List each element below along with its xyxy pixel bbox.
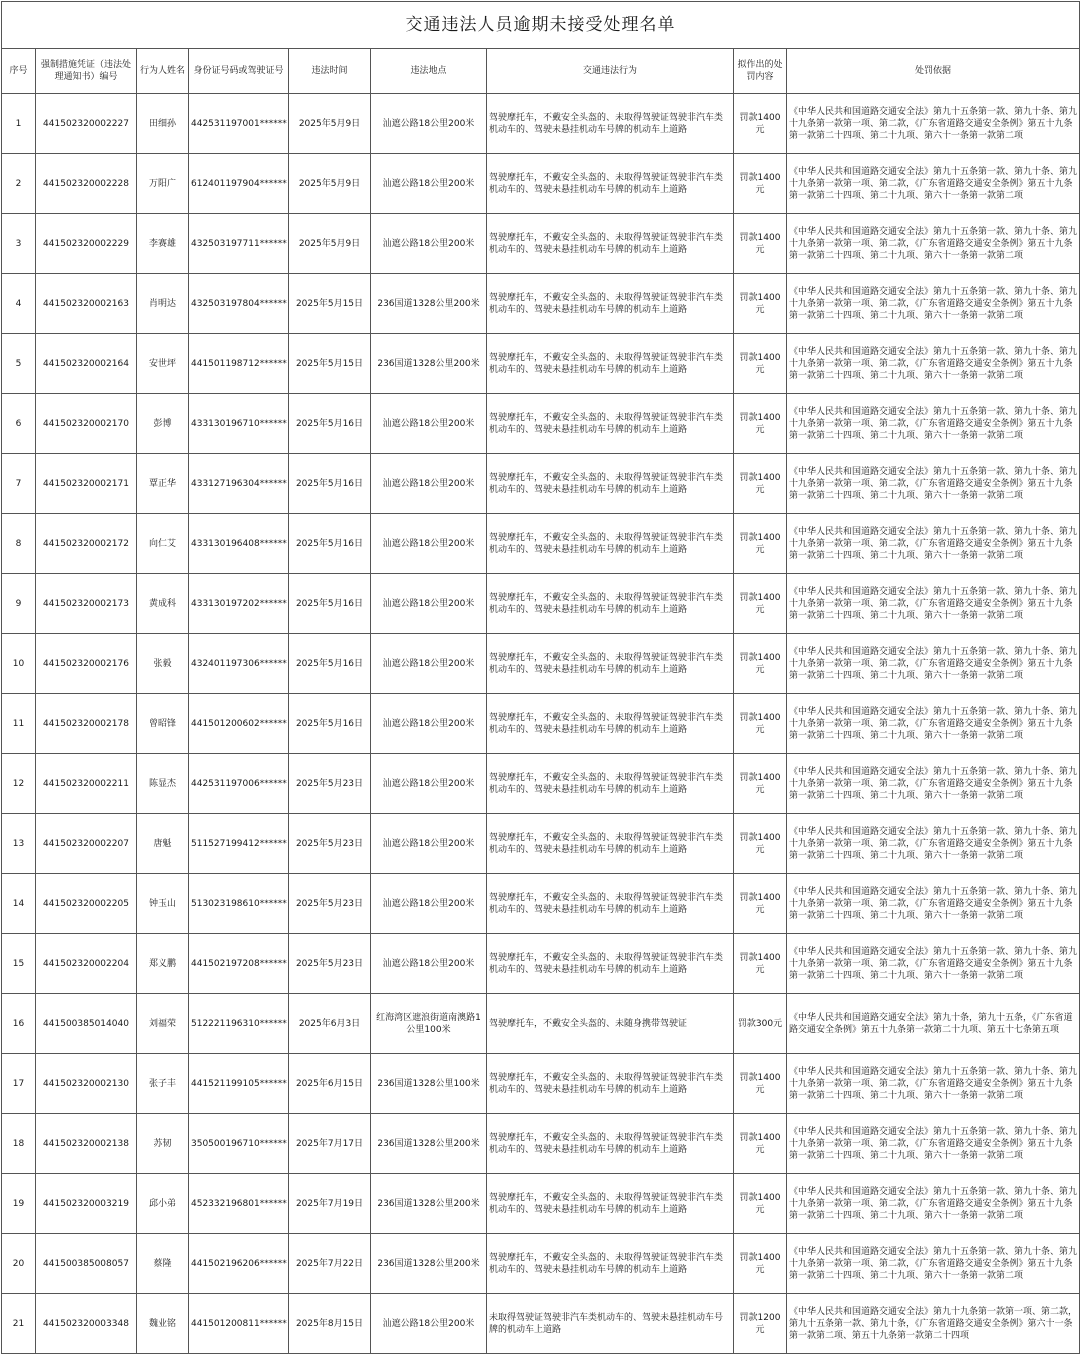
penalty-basis-cell: 《中华人民共和国道路交通安全法》第九十五条第一款、第九十条、第九十九条第一款第一项、第二款，《广东省道路交通安全条例》第五十九条第一款第二十四项、第二十九项、第六十一条第一款第二项: [787, 514, 1080, 574]
penalty-basis-cell: 《中华人民共和国道路交通安全法》第九十五条第一款、第九十条、第九十九条第一款第一项、第二款，《广东省道路交通安全条例》第五十九条第一款第二十四项、第二十九项、第六十一条第一款第二项: [787, 934, 1080, 994]
violator-name-cell: 邱小弟: [137, 1174, 189, 1234]
row-number-cell: 3: [2, 214, 36, 274]
row-number-cell: 6: [2, 394, 36, 454]
violation-location-cell: 汕遮公路18公里200米: [371, 754, 487, 814]
penalty-content-cell: 罚款1400元: [734, 574, 787, 634]
table-row: [2, 574, 1080, 634]
notice-number-cell: 441502320002178: [36, 694, 137, 754]
table-row: [2, 1294, 1080, 1354]
table-row: [2, 274, 1080, 334]
penalty-content-cell: 罚款300元: [734, 994, 787, 1054]
id-number-cell: 452332196801******: [189, 1174, 289, 1234]
table-row: [2, 754, 1080, 814]
row-number-cell: 1: [2, 94, 36, 154]
id-number-cell: 432401197306******: [189, 634, 289, 694]
violation-behavior-cell: 驾驶摩托车，不戴安全头盔的、未取得驾驶证驾驶非汽车类机动车的、驾驶未悬挂机动车号牌的机动车上道路: [487, 154, 734, 214]
violation-behavior-cell: 驾驶摩托车，不戴安全头盔的、未取得驾驶证驾驶非汽车类机动车的、驾驶未悬挂机动车号牌的机动车上道路: [487, 394, 734, 454]
penalty-basis-cell: 《中华人民共和国道路交通安全法》第九十五条第一款、第九十条、第九十九条第一款第一项、第二款，《广东省道路交通安全条例》第五十九条第一款第二十四项、第二十九项、第六十一条第一款第二项: [787, 1174, 1080, 1234]
violation-location-cell: 236国道1328公里200米: [371, 274, 487, 334]
id-number-cell: 433130196710******: [189, 394, 289, 454]
penalty-basis-cell: 《中华人民共和国道路交通安全法》第九十五条第一款、第九十条、第九十九条第一款第一项、第二款，《广东省道路交通安全条例》第五十九条第一款第二十四项、第二十九项、第六十一条第一款第二项: [787, 394, 1080, 454]
penalty-basis-cell: 《中华人民共和国道路交通安全法》第九十五条第一款、第九十条、第九十九条第一款第一项、第二款，《广东省道路交通安全条例》第五十九条第一款第二十四项、第二十九项、第六十一条第一款第二项: [787, 154, 1080, 214]
table-row: [2, 874, 1080, 934]
penalty-basis-cell: 《中华人民共和国道路交通安全法》第九十五条第一款、第九十条、第九十九条第一款第一项、第二款，《广东省道路交通安全条例》第五十九条第一款第二十四项、第二十九项、第六十一条第一款第二项: [787, 334, 1080, 394]
id-number-cell: 441502197208******: [189, 934, 289, 994]
table-body: [2, 94, 1080, 1354]
notice-number-cell: 441502320002130: [36, 1054, 137, 1114]
penalty-content-cell: 罚款1400元: [734, 874, 787, 934]
id-number-cell: 433130196408******: [189, 514, 289, 574]
penalty-content-cell: 罚款1400元: [734, 694, 787, 754]
violation-behavior-cell: 未取得驾驶证驾驶非汽车类机动车的、驾驶未悬挂机动车号牌的机动车上道路: [487, 1294, 734, 1354]
notice-number-cell: 441502320002227: [36, 94, 137, 154]
violation-location-cell: 汕遮公路18公里200米: [371, 814, 487, 874]
notice-number-cell: 441502320002176: [36, 634, 137, 694]
id-number-cell: 612401197904******: [189, 154, 289, 214]
violation-time-cell: 2025年7月19日: [289, 1174, 371, 1234]
penalty-content-cell: 罚款1400元: [734, 394, 787, 454]
header-cell: 处罚依据: [787, 49, 1080, 94]
notice-number-cell: 441502320002207: [36, 814, 137, 874]
penalty-basis-cell: 《中华人民共和国道路交通安全法》第九十五条第一款、第九十条、第九十九条第一款第一项、第二款，《广东省道路交通安全条例》第五十九条第一款第二十四项、第二十九项、第六十一条第一款第二项: [787, 814, 1080, 874]
violation-behavior-cell: 驾驶摩托车，不戴安全头盔的、未取得驾驶证驾驶非汽车类机动车的、驾驶未悬挂机动车号牌的机动车上道路: [487, 874, 734, 934]
penalty-basis-cell: 《中华人民共和国道路交通安全法》第九十九条第一款第一项、第二款，第九十五条第一款、第九十条，《广东省道路交通安全条例》第六十一条第一款第二项、第五十九条第一款第二十四项: [787, 1294, 1080, 1354]
notice-number-cell: 441502320002173: [36, 574, 137, 634]
page-title: 交通违法人员逾期未接受处理名单: [2, 2, 1080, 49]
violation-time-cell: 2025年5月16日: [289, 454, 371, 514]
header-cell: 违法地点: [371, 49, 487, 94]
table-row: [2, 814, 1080, 874]
violation-behavior-cell: 驾驶摩托车，不戴安全头盔的、未取得驾驶证驾驶非汽车类机动车的、驾驶未悬挂机动车号牌的机动车上道路: [487, 274, 734, 334]
id-number-cell: 433130197202******: [189, 574, 289, 634]
penalty-basis-cell: 《中华人民共和国道路交通安全法》第九十五条第一款、第九十条、第九十九条第一款第一项、第二款，《广东省道路交通安全条例》第五十九条第一款第二十四项、第二十九项、第六十一条第一款第二项: [787, 754, 1080, 814]
notice-number-cell: 441500385008057: [36, 1234, 137, 1294]
penalty-content-cell: 罚款1400元: [734, 634, 787, 694]
table-row: [2, 514, 1080, 574]
violator-name-cell: 张毅: [137, 634, 189, 694]
violation-location-cell: 236国道1328公里200米: [371, 1114, 487, 1174]
id-number-cell: 512221196310******: [189, 994, 289, 1054]
table-row: [2, 694, 1080, 754]
notice-number-cell: 441502320002204: [36, 934, 137, 994]
penalty-basis-cell: 《中华人民共和国道路交通安全法》第九十五条第一款、第九十条、第九十九条第一款第一项、第二款，《广东省道路交通安全条例》第五十九条第一款第二十四项、第二十九项、第六十一条第一款第二项: [787, 1234, 1080, 1294]
penalty-basis-cell: 《中华人民共和国道路交通安全法》第九十五条第一款、第九十条、第九十九条第一款第一项、第二款，《广东省道路交通安全条例》第五十九条第一款第二十四项、第二十九项、第六十一条第一款第二项: [787, 214, 1080, 274]
header-cell: 违法时间: [289, 49, 371, 94]
violation-time-cell: 2025年5月16日: [289, 634, 371, 694]
table-row: [2, 454, 1080, 514]
row-number-cell: 21: [2, 1294, 36, 1354]
violator-name-cell: 陈显杰: [137, 754, 189, 814]
row-number-cell: 19: [2, 1174, 36, 1234]
violator-name-cell: 彭博: [137, 394, 189, 454]
penalty-basis-cell: 《中华人民共和国道路交通安全法》第九十五条第一款、第九十条、第九十九条第一款第一项、第二款，《广东省道路交通安全条例》第五十九条第一款第二十四项、第二十九项、第六十一条第一款第二项: [787, 454, 1080, 514]
id-number-cell: 432503197711******: [189, 214, 289, 274]
table-row: [2, 394, 1080, 454]
violation-location-cell: 汕遮公路18公里200米: [371, 514, 487, 574]
violation-time-cell: 2025年5月15日: [289, 334, 371, 394]
id-number-cell: 441501200811******: [189, 1294, 289, 1354]
violation-time-cell: 2025年7月22日: [289, 1234, 371, 1294]
notice-number-cell: 441502320002170: [36, 394, 137, 454]
violation-behavior-cell: 驾驶摩托车，不戴安全头盔的、未取得驾驶证驾驶非汽车类机动车的、驾驶未悬挂机动车号牌的机动车上道路: [487, 934, 734, 994]
table-row: [2, 1234, 1080, 1294]
penalty-basis-cell: 《中华人民共和国道路交通安全法》第九十五条第一款、第九十条、第九十九条第一款第一项、第二款，《广东省道路交通安全条例》第五十九条第一款第二十四项、第二十九项、第六十一条第一款第二项: [787, 274, 1080, 334]
violation-behavior-cell: 驾驶摩托车，不戴安全头盔的、未取得驾驶证驾驶非汽车类机动车的、驾驶未悬挂机动车号牌的机动车上道路: [487, 454, 734, 514]
table-row: [2, 994, 1080, 1054]
violation-time-cell: 2025年5月9日: [289, 154, 371, 214]
id-number-cell: 511527199412******: [189, 814, 289, 874]
header-cell: 交通违法行为: [487, 49, 734, 94]
violation-location-cell: 236国道1328公里200米: [371, 1174, 487, 1234]
violator-name-cell: 魏业铭: [137, 1294, 189, 1354]
violation-time-cell: 2025年5月23日: [289, 814, 371, 874]
penalty-content-cell: 罚款1400元: [734, 514, 787, 574]
violation-time-cell: 2025年5月16日: [289, 394, 371, 454]
id-number-cell: 442531197006******: [189, 754, 289, 814]
penalty-content-cell: 罚款1400元: [734, 1234, 787, 1294]
id-number-cell: 433127196304******: [189, 454, 289, 514]
violation-behavior-cell: 驾驶摩托车，不戴安全头盔的、未取得驾驶证驾驶非汽车类机动车的、驾驶未悬挂机动车号牌的机动车上道路: [487, 214, 734, 274]
violation-location-cell: 236国道1328公里200米: [371, 334, 487, 394]
violation-behavior-cell: 驾驶摩托车，不戴安全头盔的、未取得驾驶证驾驶非汽车类机动车的、驾驶未悬挂机动车号牌的机动车上道路: [487, 694, 734, 754]
violator-name-cell: 蔡隆: [137, 1234, 189, 1294]
violation-behavior-cell: 驾驶摩托车，不戴安全头盔的、未取得驾驶证驾驶非汽车类机动车的、驾驶未悬挂机动车号牌的机动车上道路: [487, 514, 734, 574]
violator-name-cell: 田细孙: [137, 94, 189, 154]
header-cell: 强制措施凭证（违法处理通知书）编号: [36, 49, 137, 94]
violation-behavior-cell: 驾驶摩托车，不戴安全头盔的、未取得驾驶证驾驶非汽车类机动车的、驾驶未悬挂机动车号牌的机动车上道路: [487, 574, 734, 634]
penalty-basis-cell: 《中华人民共和国道路交通安全法》第九十五条第一款、第九十条、第九十九条第一款第一项、第二款，《广东省道路交通安全条例》第五十九条第一款第二十四项、第二十九项、第六十一条第一款第二项: [787, 694, 1080, 754]
penalty-content-cell: 罚款1400元: [734, 274, 787, 334]
violation-location-cell: 汕遮公路18公里200米: [371, 574, 487, 634]
row-number-cell: 10: [2, 634, 36, 694]
notice-number-cell: 441502320002171: [36, 454, 137, 514]
id-number-cell: 441501198712******: [189, 334, 289, 394]
violation-time-cell: 2025年5月9日: [289, 94, 371, 154]
table-row: [2, 634, 1080, 694]
id-number-cell: 513023198610******: [189, 874, 289, 934]
violation-behavior-cell: 驾驶摩托车，不戴安全头盔的、未取得驾驶证驾驶非汽车类机动车的、驾驶未悬挂机动车号牌的机动车上道路: [487, 1114, 734, 1174]
violation-time-cell: 2025年5月16日: [289, 694, 371, 754]
penalty-basis-cell: 《中华人民共和国道路交通安全法》第九十五条第一款、第九十条、第九十九条第一款第一项、第二款，《广东省道路交通安全条例》第五十九条第一款第二十四项、第二十九项、第六十一条第一款第二项: [787, 874, 1080, 934]
violation-location-cell: 汕遮公路18公里200米: [371, 694, 487, 754]
row-number-cell: 5: [2, 334, 36, 394]
row-number-cell: 17: [2, 1054, 36, 1114]
violation-location-cell: 汕遮公路18公里200米: [371, 94, 487, 154]
violation-location-cell: 236国道1328公里100米: [371, 1054, 487, 1114]
table-row: [2, 934, 1080, 994]
violation-behavior-cell: 驾驶摩托车，不戴安全头盔的、未取得驾驶证驾驶非汽车类机动车的、驾驶未悬挂机动车号牌的机动车上道路: [487, 754, 734, 814]
penalty-basis-cell: 《中华人民共和国道路交通安全法》第九十五条第一款、第九十条、第九十九条第一款第一项、第二款，《广东省道路交通安全条例》第五十九条第一款第二十四项、第二十九项、第六十一条第一款第二项: [787, 94, 1080, 154]
violation-behavior-cell: 驾驶摩托车，不戴安全头盔的、未取得驾驶证驾驶非汽车类机动车的、驾驶未悬挂机动车号牌的机动车上道路: [487, 334, 734, 394]
violator-name-cell: 肖明达: [137, 274, 189, 334]
penalty-content-cell: 罚款1400元: [734, 214, 787, 274]
notice-number-cell: 441502320002211: [36, 754, 137, 814]
violation-time-cell: 2025年6月15日: [289, 1054, 371, 1114]
violation-behavior-cell: 驾驶摩托车，不戴安全头盔的、未取得驾驶证驾驶非汽车类机动车的、驾驶未悬挂机动车号牌的机动车上道路: [487, 814, 734, 874]
violator-name-cell: 刘福荣: [137, 994, 189, 1054]
violator-name-cell: 万阳广: [137, 154, 189, 214]
row-number-cell: 15: [2, 934, 36, 994]
table-row: [2, 334, 1080, 394]
penalty-content-cell: 罚款1400元: [734, 334, 787, 394]
notice-number-cell: 441502320002164: [36, 334, 137, 394]
table-row: [2, 154, 1080, 214]
violator-name-cell: 张子丰: [137, 1054, 189, 1114]
violator-name-cell: 苏韧: [137, 1114, 189, 1174]
violation-behavior-cell: 驾驶摩托车，不戴安全头盔的、未取得驾驶证驾驶非汽车类机动车的、驾驶未悬挂机动车号牌的机动车上道路: [487, 94, 734, 154]
violator-name-cell: 李赛雄: [137, 214, 189, 274]
violator-name-cell: 覃正华: [137, 454, 189, 514]
violator-name-cell: 向仁艾: [137, 514, 189, 574]
violation-time-cell: 2025年8月15日: [289, 1294, 371, 1354]
penalty-content-cell: 罚款1400元: [734, 754, 787, 814]
violation-location-cell: 红海湾区遮浪街道南澳路1公里100米: [371, 994, 487, 1054]
row-number-cell: 4: [2, 274, 36, 334]
notice-number-cell: 441502320002172: [36, 514, 137, 574]
id-number-cell: 441501200602******: [189, 694, 289, 754]
violation-behavior-cell: 驾驶摩托车，不戴安全头盔的、未取得驾驶证驾驶非汽车类机动车的、驾驶未悬挂机动车号牌的机动车上道路: [487, 634, 734, 694]
notice-number-cell: 441502320002163: [36, 274, 137, 334]
header-cell: 身份证号码或驾驶证号: [189, 49, 289, 94]
notice-number-cell: 441502320002138: [36, 1114, 137, 1174]
header-cell: 序号: [2, 49, 36, 94]
header-cell: 行为人姓名: [137, 49, 189, 94]
row-number-cell: 11: [2, 694, 36, 754]
violation-behavior-cell: 驾驶摩托车，不戴安全头盔的、未取得驾驶证驾驶非汽车类机动车的、驾驶未悬挂机动车号牌的机动车上道路: [487, 1174, 734, 1234]
table-row: [2, 1114, 1080, 1174]
violation-time-cell: 2025年5月9日: [289, 214, 371, 274]
violation-location-cell: 汕遮公路18公里200米: [371, 454, 487, 514]
penalty-content-cell: 罚款1400元: [734, 934, 787, 994]
penalty-basis-cell: 《中华人民共和国道路交通安全法》第九十五条第一款、第九十条、第九十九条第一款第一项、第二款，《广东省道路交通安全条例》第五十九条第一款第二十四项、第二十九项、第六十一条第一款第二项: [787, 634, 1080, 694]
penalty-content-cell: 罚款1400元: [734, 94, 787, 154]
notice-number-cell: 441502320003348: [36, 1294, 137, 1354]
row-number-cell: 9: [2, 574, 36, 634]
row-number-cell: 13: [2, 814, 36, 874]
table-row: [2, 214, 1080, 274]
penalty-content-cell: 罚款1400元: [734, 814, 787, 874]
penalty-basis-cell: 《中华人民共和国道路交通安全法》第九十五条第一款、第九十条、第九十九条第一款第一项、第二款，《广东省道路交通安全条例》第五十九条第一款第二十四项、第二十九项、第六十一条第一款第二项: [787, 1054, 1080, 1114]
table-row: [2, 94, 1080, 154]
row-number-cell: 8: [2, 514, 36, 574]
violation-location-cell: 汕遮公路18公里200米: [371, 394, 487, 454]
header-cell: 拟作出的处罚内容: [734, 49, 787, 94]
penalty-content-cell: 罚款1400元: [734, 154, 787, 214]
row-number-cell: 18: [2, 1114, 36, 1174]
violation-time-cell: 2025年5月16日: [289, 514, 371, 574]
id-number-cell: 432503197804******: [189, 274, 289, 334]
notice-number-cell: 441502320003219: [36, 1174, 137, 1234]
violation-location-cell: 汕遮公路18公里200米: [371, 934, 487, 994]
violation-time-cell: 2025年5月23日: [289, 874, 371, 934]
violator-name-cell: 安世坪: [137, 334, 189, 394]
violation-time-cell: 2025年5月23日: [289, 754, 371, 814]
violation-time-cell: 2025年5月23日: [289, 934, 371, 994]
violation-location-cell: 汕遮公路18公里200米: [371, 634, 487, 694]
violation-behavior-cell: 驾驶摩托车，不戴安全头盔的、未随身携带驾驶证: [487, 994, 734, 1054]
violation-behavior-cell: 驾驶摩托车，不戴安全头盔的、未取得驾驶证驾驶非汽车类机动车的、驾驶未悬挂机动车号牌的机动车上道路: [487, 1234, 734, 1294]
row-number-cell: 20: [2, 1234, 36, 1294]
violation-location-cell: 236国道1328公里200米: [371, 1234, 487, 1294]
violators-table: [1, 1, 1080, 1354]
penalty-content-cell: 罚款1400元: [734, 1114, 787, 1174]
row-number-cell: 12: [2, 754, 36, 814]
penalty-content-cell: 罚款1200元: [734, 1294, 787, 1354]
penalty-content-cell: 罚款1400元: [734, 454, 787, 514]
penalty-basis-cell: 《中华人民共和国道路交通安全法》第九十五条第一款、第九十条、第九十九条第一款第一项、第二款，《广东省道路交通安全条例》第五十九条第一款第二十四项、第二十九项、第六十一条第一款第二项: [787, 574, 1080, 634]
row-number-cell: 16: [2, 994, 36, 1054]
violation-behavior-cell: 驾驶摩托车，不戴安全头盔的、未取得驾驶证驾驶非汽车类机动车的、驾驶未悬挂机动车号牌的机动车上道路: [487, 1054, 734, 1114]
notice-number-cell: 441502320002229: [36, 214, 137, 274]
id-number-cell: 350500196710******: [189, 1114, 289, 1174]
violation-location-cell: 汕遮公路18公里200米: [371, 874, 487, 934]
violator-name-cell: 钟玉山: [137, 874, 189, 934]
penalty-basis-cell: 《中华人民共和国道路交通安全法》第九十条，第九十五条，《广东省道路交通安全条例》第五十九条第一款第二十九项、第五十七条第五项: [787, 994, 1080, 1054]
notice-number-cell: 441500385014040: [36, 994, 137, 1054]
id-number-cell: 441521199105******: [189, 1054, 289, 1114]
id-number-cell: 441502196206******: [189, 1234, 289, 1294]
violation-time-cell: 2025年6月3日: [289, 994, 371, 1054]
header-row: [2, 49, 1080, 94]
penalty-content-cell: 罚款1400元: [734, 1174, 787, 1234]
row-number-cell: 7: [2, 454, 36, 514]
notice-number-cell: 441502320002205: [36, 874, 137, 934]
violator-name-cell: 黄成科: [137, 574, 189, 634]
row-number-cell: 2: [2, 154, 36, 214]
id-number-cell: 442531197001******: [189, 94, 289, 154]
row-number-cell: 14: [2, 874, 36, 934]
violation-location-cell: 汕遮公路18公里200米: [371, 154, 487, 214]
violation-time-cell: 2025年5月16日: [289, 574, 371, 634]
penalty-content-cell: 罚款1400元: [734, 1054, 787, 1114]
violation-time-cell: 2025年5月15日: [289, 274, 371, 334]
violator-name-cell: 唐魁: [137, 814, 189, 874]
violator-name-cell: 曾昭锋: [137, 694, 189, 754]
violation-time-cell: 2025年7月17日: [289, 1114, 371, 1174]
penalty-basis-cell: 《中华人民共和国道路交通安全法》第九十五条第一款、第九十条、第九十九条第一款第一项、第二款，《广东省道路交通安全条例》第五十九条第一款第二十四项、第二十九项、第六十一条第一款第二项: [787, 1114, 1080, 1174]
violator-name-cell: 郑义鹏: [137, 934, 189, 994]
notice-number-cell: 441502320002228: [36, 154, 137, 214]
table-row: [2, 1174, 1080, 1234]
violation-location-cell: 汕遮公路18公里200米: [371, 214, 487, 274]
violation-location-cell: 汕遮公路18公里200米: [371, 1294, 487, 1354]
table-row: [2, 1054, 1080, 1114]
